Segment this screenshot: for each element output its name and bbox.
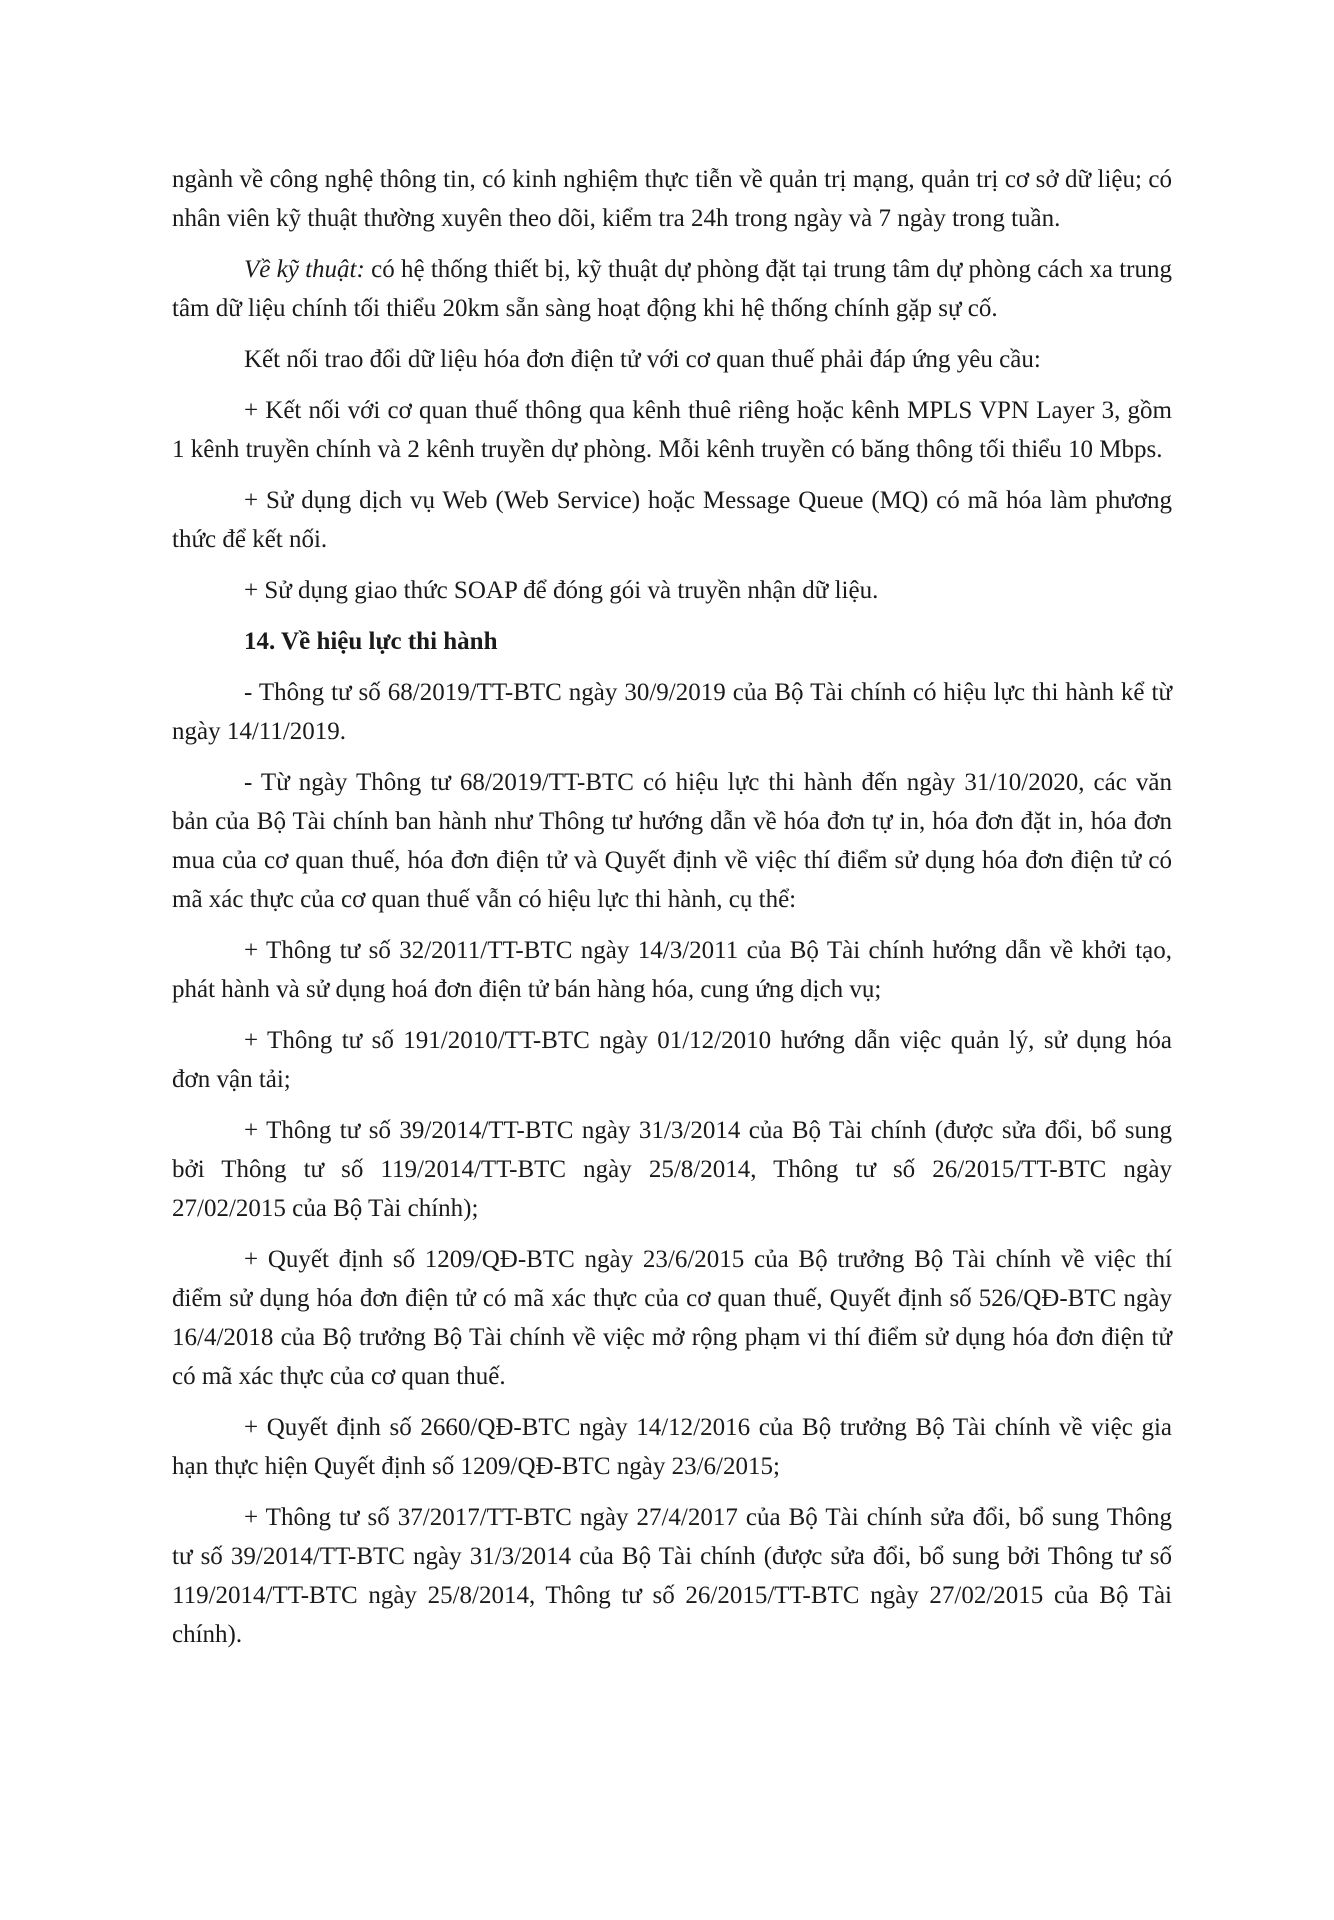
paragraph-it-staff: ngành về công nghệ thông tin, có kinh nghiệm thực tiễn về quản trị mạng, quản trị cơ sở dữ liệu; có nhân viên kỹ thuật thường xuyên theo dõi, kiểm tra 24h trong ngày và 7 ngày trong tuần. xyxy=(172,166,1172,232)
paragraph-mpls-connection: + Kết nối với cơ quan thuế thông qua kênh thuê riêng hoặc kênh MPLS VPN Layer 3, gồm 1 kênh truyền chính và 2 kênh truyền dự phòng. Mỗi kênh truyền có băng thông tối thiểu 10 Mbps. xyxy=(172,397,1172,463)
list-item-circular-32: + Thông tư số 32/2011/TT-BTC ngày 14/3/2011 của Bộ Tài chính hướng dẫn về khởi tạo, phát hành và sử dụng hoá đơn điện tử bán hàng hóa, cung ứng dịch vụ; xyxy=(172,937,1172,1003)
paragraph-circular-68-effective: - Thông tư số 68/2019/TT-BTC ngày 30/9/2019 của Bộ Tài chính có hiệu lực thi hành kể từ ngày 14/11/2019. xyxy=(172,679,1172,745)
document-body xyxy=(172,160,1172,1666)
list-item-circular-39: + Thông tư số 39/2014/TT-BTC ngày 31/3/2014 của Bộ Tài chính (được sửa đổi, bổ sung bởi Thông tư số 119/2014/TT-BTC ngày 25/8/2014, Thông tư số 26/2015/TT-BTC ngày 27/02/2015 của Bộ Tài chính); xyxy=(172,1117,1172,1222)
paragraph-technical-lead: Về kỹ thuật: xyxy=(244,256,365,283)
paragraph-technical-text: có hệ thống thiết bị, kỹ thuật dự phòng đặt tại trung tâm dự phòng cách xa trung tâm dữ liệu chính tối thiểu 20km sẵn sàng hoạt động khi hệ thống chính gặp sự cố. xyxy=(172,256,1172,322)
paragraph-soap: + Sử dụng giao thức SOAP để đóng gói và truyền nhận dữ liệu. xyxy=(244,577,879,604)
list-item-decision-2660: + Quyết định số 2660/QĐ-BTC ngày 14/12/2016 của Bộ trưởng Bộ Tài chính về việc gia hạn thực hiện Quyết định số 1209/QĐ-BTC ngày 23/6/2015; xyxy=(172,1414,1172,1480)
list-item-circular-191: + Thông tư số 191/2010/TT-BTC ngày 01/12/2010 hướng dẫn việc quản lý, sử dụng hóa đơn vận tải; xyxy=(172,1027,1172,1093)
paragraph-transition-period: - Từ ngày Thông tư 68/2019/TT-BTC có hiệu lực thi hành đến ngày 31/10/2020, các văn bản của Bộ Tài chính ban hành như Thông tư hướng dẫn về hóa đơn tự in, hóa đơn đặt in, hóa đơn mua của cơ quan thuế, hóa đơn điện tử và Quyết định về việc thí điểm sử dụng hóa đơn điện tử có mã xác thực của cơ quan thuế vẫn có hiệu lực thi hành, cụ thể: xyxy=(172,769,1172,913)
list-item-decision-1209: + Quyết định số 1209/QĐ-BTC ngày 23/6/2015 của Bộ trưởng Bộ Tài chính về việc thí điểm sử dụng hóa đơn điện tử có mã xác thực của cơ quan thuế, Quyết định số 526/QĐ-BTC ngày 16/4/2018 của Bộ trưởng Bộ Tài chính về việc mở rộng phạm vi thí điểm sử dụng hóa đơn điện tử có mã xác thực của cơ quan thuế. xyxy=(172,1246,1172,1390)
section-heading-effect: 14. Về hiệu lực thi hành xyxy=(244,628,498,655)
paragraph-technical xyxy=(172,250,1172,328)
paragraph-connection-requirements: Kết nối trao đổi dữ liệu hóa đơn điện tử với cơ quan thuế phải đáp ứng yêu cầu: xyxy=(244,346,1041,373)
list-item-circular-37: + Thông tư số 37/2017/TT-BTC ngày 27/4/2017 của Bộ Tài chính sửa đổi, bổ sung Thông tư số 39/2014/TT-BTC ngày 31/3/2014 của Bộ Tài chính (được sửa đổi, bổ sung bởi Thông tư số 119/2014/TT-BTC ngày 25/8/2014, Thông tư số 26/2015/TT-BTC ngày 27/02/2015 của Bộ Tài chính). xyxy=(172,1504,1172,1648)
paragraph-web-service: + Sử dụng dịch vụ Web (Web Service) hoặc Message Queue (MQ) có mã hóa làm phương thức để kết nối. xyxy=(172,487,1172,553)
